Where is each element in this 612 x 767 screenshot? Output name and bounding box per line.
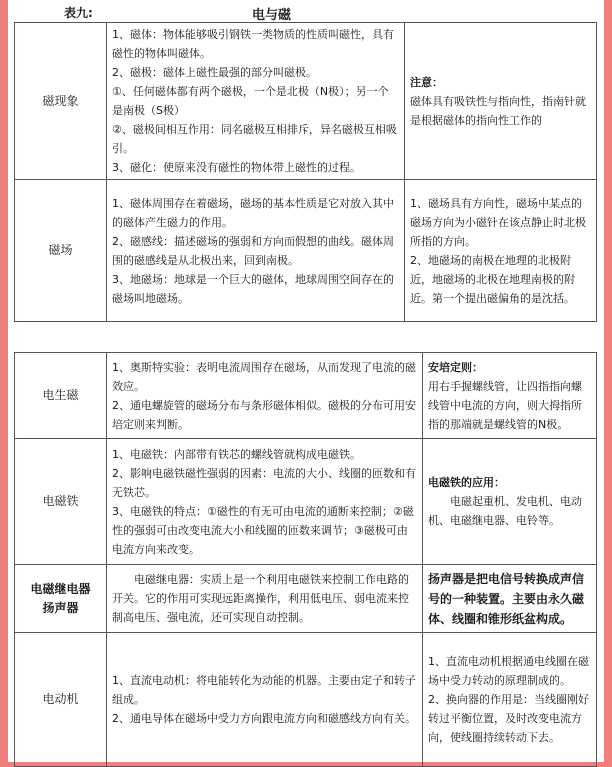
row-note <box>423 565 597 633</box>
note-line: 用右手握螺线管，让四指指向螺线管中电流的方向，则大拇指所指的那端就是螺线管的N极。 <box>428 379 582 431</box>
content-line: 2、磁极：磁体上磁性最强的部分叫磁极。 <box>112 66 317 79</box>
row-name-magnetic-phenomena: 磁现象 <box>15 23 107 180</box>
table-number: 表九: <box>64 6 93 20</box>
row-content <box>107 23 405 180</box>
table-row <box>15 633 597 767</box>
note-heading: 注意： <box>410 75 443 89</box>
content-line: 2、通电导体在磁场中受力方向跟电流方向和磁感线方向有关。 <box>112 712 416 725</box>
note-line: 2、地磁场的南极在地理的北极附近，地磁场的北极在地理南极的附近。第一个提出磁偏角的是沈括。 <box>410 253 575 305</box>
content-line: 3、磁化：使原来没有磁性的物体带上磁性的过程。 <box>112 161 361 174</box>
row-note <box>423 633 597 767</box>
content-line: 1、直流电动机：将电能转化为动能的机器。主要由定子和转子组成。 <box>112 674 416 706</box>
content-line: 电磁继电器：实质上是一个利用电磁铁来控制工作电路的开关。它的作用可实现远距离操作，利用低电压、弱电流来控制高电压、强电流，还可实现自动控制。 <box>112 573 409 624</box>
content-line: 3、地磁场：地球是一个巨大的磁体，地球周围空间存在的磁场叫地磁场。 <box>112 272 394 305</box>
table-row <box>15 565 597 633</box>
row-content <box>107 353 423 439</box>
document-page <box>8 0 604 762</box>
electromagnetism-table <box>14 352 597 767</box>
table-header <box>8 4 604 23</box>
row-name-relay-speaker <box>15 565 107 633</box>
content-line: 1、磁体周围存在着磁场，磁场的基本性质是它对放入其中的磁体产生磁力的作用。 <box>112 196 394 229</box>
note-heading: 安培定则： <box>428 360 483 374</box>
content-line: 1、奥斯特实验：表明电流周围存在磁场，从而发现了电流的磁效应。 <box>112 360 416 393</box>
content-line: 2、影响电磁铁磁性强弱的因素：电流的大小、线圈的匝数和有无铁芯。 <box>112 466 416 499</box>
table-row <box>15 180 597 322</box>
note-line: 扬声器是把电信号转换成声信号的一种装置。主要由永久磁体、线圈和锥形纸盆构成。 <box>428 571 585 626</box>
content-line: 2、通电螺旋管的磁场分布与条形磁体相似。磁极的分布可用安培定则来判断。 <box>112 398 416 431</box>
content-line: ②、磁极间相互作用：同名磁极互相排斥，异名磁极互相吸引。 <box>112 123 397 155</box>
content-line: ①、任何磁体都有两个磁极，一个是北极（N极）；另一个是南极（S极） <box>112 85 389 117</box>
row-content <box>107 439 423 565</box>
row-note <box>405 180 597 322</box>
content-line: 3、电磁铁的特点：①磁性的有无可由电流的通断来控制；②磁性的强弱可由改变电流大小和线圈的匝数来调节；③磁极可由电流方向来改变。 <box>112 504 414 556</box>
row-name-electromagnet: 电磁铁 <box>15 439 107 565</box>
row-name-magnetic-field: 磁场 <box>15 180 107 322</box>
row-note <box>423 353 597 439</box>
table-row <box>15 353 597 439</box>
row-note <box>405 23 597 180</box>
row-name-motor: 电动机 <box>15 633 107 767</box>
note-line: 1、磁场具有方向性，磁场中某点的磁场方向为小磁针在该点静止时北极所指的方向。 <box>410 196 586 248</box>
row-content <box>107 633 423 767</box>
content-line: 1、电磁铁：内部带有铁芯的螺线管就构成电磁铁。 <box>112 447 361 461</box>
row-content <box>107 565 423 633</box>
magnetism-table <box>14 22 597 322</box>
row-name-line: 扬声器 <box>42 600 79 615</box>
content-line: 2、磁感线：描述磁场的强弱和方向而假想的曲线。磁体周围的磁感线是从北极出来，回到南极。 <box>112 234 394 267</box>
note-line: 1、直流电动机根据通电线圈在磁场中受力转动的原理制成的。 <box>428 655 589 687</box>
content-line: 1、磁体：物体能够吸引钢铁一类物质的性质叫磁性，具有磁性的物体叫磁体。 <box>112 28 394 60</box>
note-line: 磁体具有吸铁性与指向性，指南针就是根据磁体的指向性工作的 <box>410 94 586 127</box>
table-row <box>15 23 597 180</box>
row-content <box>107 180 405 322</box>
note-line: 2、换向器的作用是：当线圈刚好转过平衡位置，及时改变电流方向，使线圈持续转动下去。 <box>428 693 589 744</box>
row-name-current-magnetism: 电生磁 <box>15 353 107 439</box>
row-name-line: 电磁继电器 <box>30 581 91 596</box>
note-line: 电磁起重机、发电机、电动机、电磁继电器、电铃等。 <box>428 495 582 527</box>
table-title: 电与磁 <box>252 8 292 23</box>
note-heading: 电磁铁的应用： <box>428 476 505 489</box>
table-row <box>15 439 597 565</box>
row-note <box>423 439 597 565</box>
